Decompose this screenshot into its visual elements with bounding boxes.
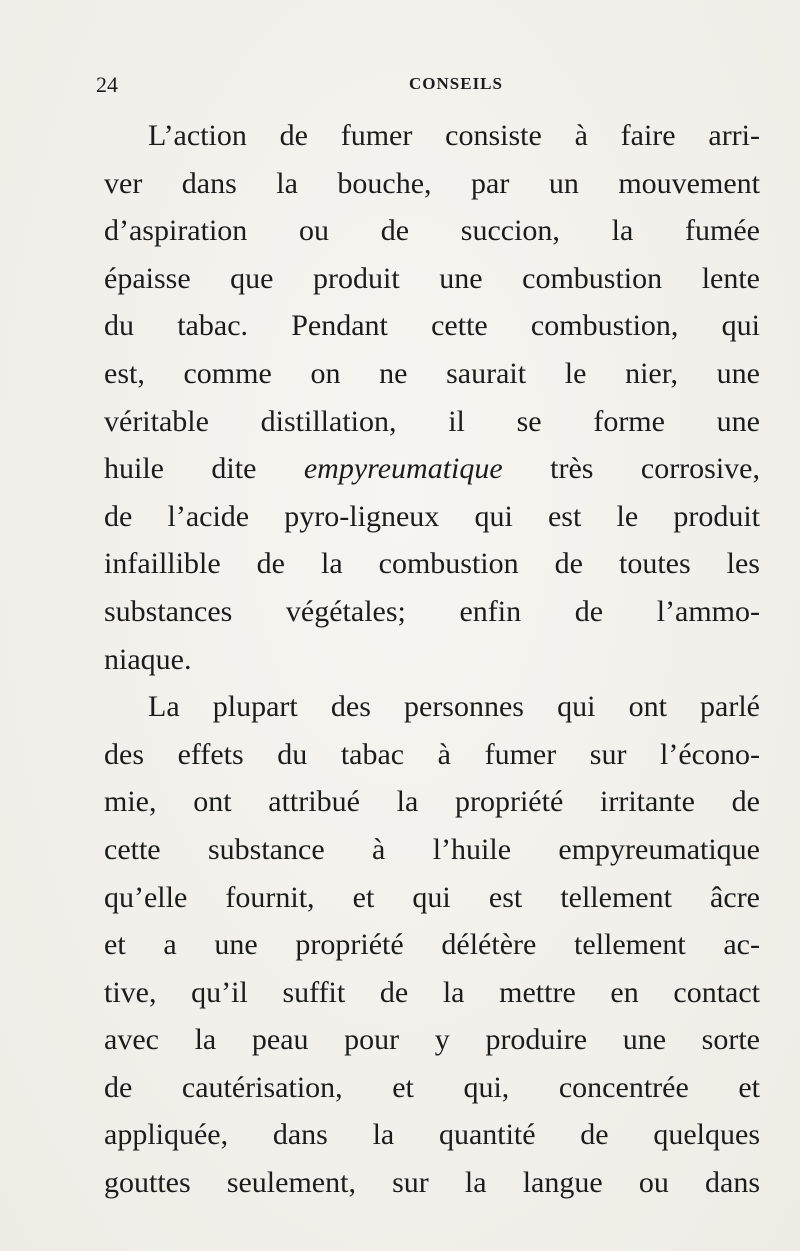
text-line: cette substance à l’huile empyreumatique: [104, 832, 760, 866]
text-line: épaisse que produit une combustion lente: [104, 261, 760, 295]
text-line-segment: huile dite: [104, 452, 304, 486]
text-line: gouttes seulement, sur la langue ou dans: [104, 1166, 760, 1200]
body-text: [104, 112, 760, 1207]
running-head: CONSEILS: [409, 74, 503, 93]
text-line: d’aspiration ou de succion, la fumée: [104, 214, 760, 248]
page-header: [96, 72, 756, 102]
text-line: niaque.: [104, 642, 192, 676]
text-line: est, comme on ne saurait le nier, une: [104, 356, 760, 390]
text-line: infaillible de la combustion de toutes les: [104, 547, 760, 581]
text-line: L’action de fumer consiste à faire arri-: [148, 119, 760, 152]
text-line: tive, qu’il suffit de la mettre en contact: [104, 975, 760, 1009]
text-line: de l’acide pyro-ligneux qui est le produit: [104, 499, 760, 533]
text-line: de cautérisation, et qui, concentrée et: [104, 1070, 760, 1104]
text-line: et a une propriété délétère tellement ac-: [104, 928, 760, 962]
text-line: véritable distillation, il se forme une: [104, 404, 760, 438]
text-line: mie, ont attribué la propriété irritante de: [104, 785, 760, 819]
text-line: [104, 445, 760, 493]
text-line: du tabac. Pendant cette combustion, qui: [104, 309, 760, 343]
text-line: ver dans la bouche, par un mouvement: [104, 166, 760, 200]
text-line: La plupart des personnes qui ont parlé: [148, 690, 760, 724]
text-line: des effets du tabac à fumer sur l’écono-: [104, 737, 760, 771]
italic-term: empyreumatique: [303, 452, 503, 486]
page-number: 24: [96, 72, 118, 97]
text-line: substances végétales; enfin de l’ammo-: [104, 594, 760, 628]
text-line: qu’elle fournit, et qui est tellement âcre: [104, 880, 760, 914]
text-line-segment: très corrosive,: [502, 452, 760, 486]
text-line: appliquée, dans la quantité de quelques: [104, 1118, 760, 1152]
text-line: avec la peau pour y produire une sorte: [104, 1023, 760, 1057]
